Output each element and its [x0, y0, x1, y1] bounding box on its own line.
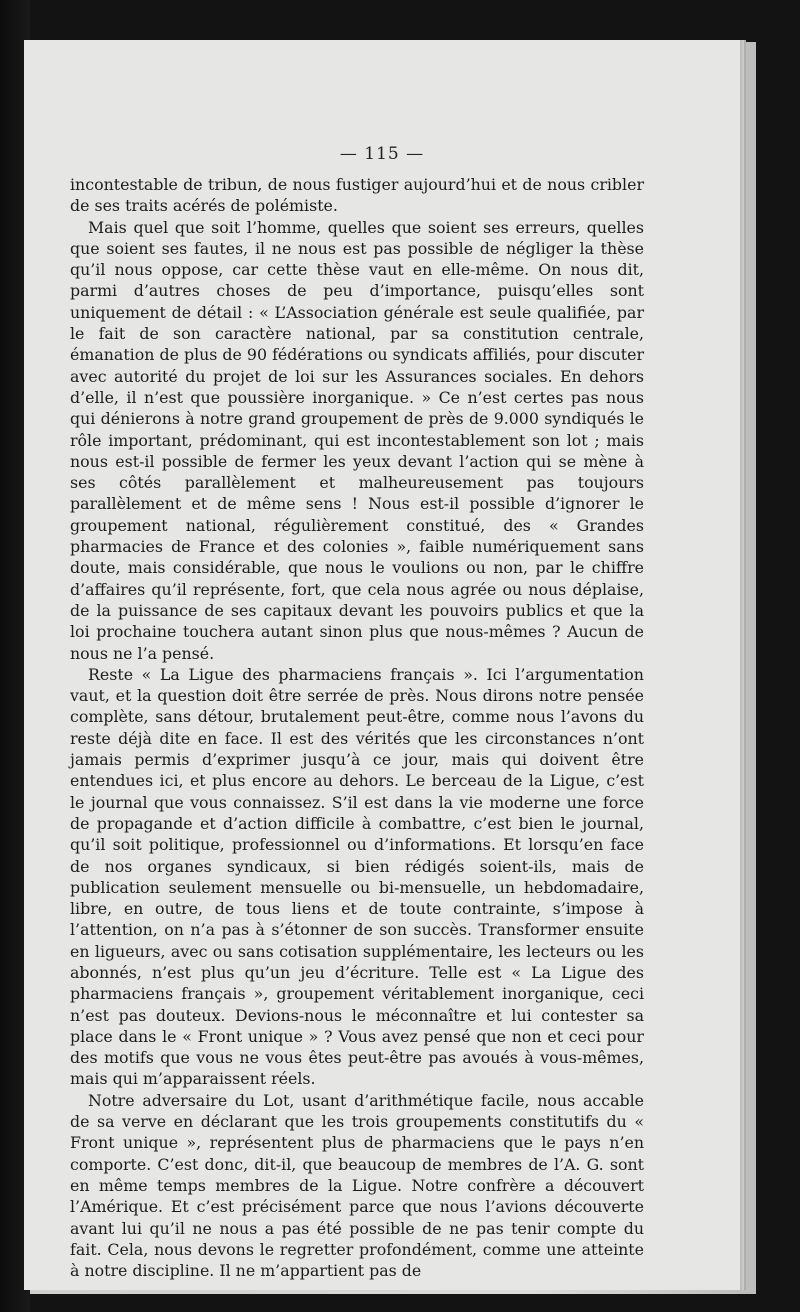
page-number: — 115 — — [339, 144, 425, 164]
paragraph: Notre adversaire du Lot, usant d’arithmétique facile, nous accable de sa verve en déclarant que les trois groupements constitutifs du « Front unique », représentent plus de pharmaciens que le pays n’en comporte. C’est donc, dit-il, que beaucoup de membres de l’A. G. sont en même temps membres de la Ligue. Notre confrère a découvert l’Amérique. Et c’est précisément parce que nous l’avions découverte avant lui qu’il ne nous a pas été possible de ne pas tenir compte du fait. Cela, nous devons le regretter profondément, comme une atteinte à notre discipline. Il ne m’appartient pas de — [70, 1090, 644, 1281]
paragraph: Reste « La Ligue des pharmaciens français ». Ici l’argumentation vaut, et la question doit être serrée de près. Nous dirons notre pensée complète, sans détour, brutalement peut-être, comme nous l’avons du reste déjà dite en face. Il est des vérités que les circonstances n’ont jamais permis d’exprimer jusqu’à ce jour, mais qui doivent être entendues ici, et plus encore au dehors. Le berceau de la Ligue, c’est le journal que vous connaissez. S’il est dans la vie moderne une force de propagande et d’action difficile à combattre, c’est bien le journal, qu’il soit politique, professionnel ou d’informations. Et lorsqu’en face de nos organes syndicaux, si bien rédigés soient-ils, mais de publication seulement mensuelle ou bi-mensuelle, un hebdomadaire, libre, en outre, de tous liens et de toute contrainte, s’impose à l’attention, on n’a pas à s’étonner de son succès. Transformer ensuite en ligueurs, avec ou sans cotisation supplémentaire, les lecteurs ou les abonnés, n’est plus qu’un jeu d’écriture. Telle est « La Ligue des pharmaciens français », groupement véritablement inorganique, ceci n’est pas douteux. Devions-nous le méconnaître et lui contester sa place dans le « Front unique » ? Vous avez pensé que non et ceci pour des motifs que vous ne vous êtes peut-être pas avoués à vous-mêmes, mais qui m’apparaissent réels. — [70, 664, 644, 1089]
document-page — [24, 40, 740, 1290]
paragraph: Mais quel que soit l’homme, quelles que soient ses erreurs, quelles que soient ses fautes, il ne nous est pas possible de négliger la thèse qu’il nous oppose, car cette thèse vaut en elle-même. On nous dit, parmi d’autres choses de peu d’importance, puisqu’elles sont uniquement de détail : « L’Association générale est seule qualifiée, par le fait de son caractère national, par sa constitution centrale, émanation de plus de 90 fédérations ou syndicats affiliés, pour discuter avec autorité du projet de loi sur les Assurances sociales. En dehors d’elle, il n’est que poussière inorganique. » Ce n’est certes pas nous qui dénierons à notre grand groupement de près de 9.000 syndiqués le rôle important, prédominant, qui est incontestablement son lot ; mais nous est-il possible de fermer les yeux devant l’action qui se mène à ses côtés parallèlement et malheureusement pas toujours parallèlement et de même sens ! Nous est-il possible d’ignorer le groupement national, régulièrement constitué, des « Grandes pharmacies de France et des colonies », faible numériquement sans doute, mais considérable, que nous le voulions ou non, par le chiffre d’affaires qu’il représente, fort, que cela nous agrée ou nous déplaise, de la puissance de ses capitaux devant les pouvoirs publics et que la loi prochaine touchera autant sinon plus que nous-mêmes ? Aucun de nous ne l’a pensé. — [70, 217, 644, 663]
body-text — [70, 174, 644, 1281]
paragraph: incontestable de tribun, de nous fustiger aujourd’hui et de nous cribler de ses traits acérés de polémiste. — [70, 175, 644, 216]
